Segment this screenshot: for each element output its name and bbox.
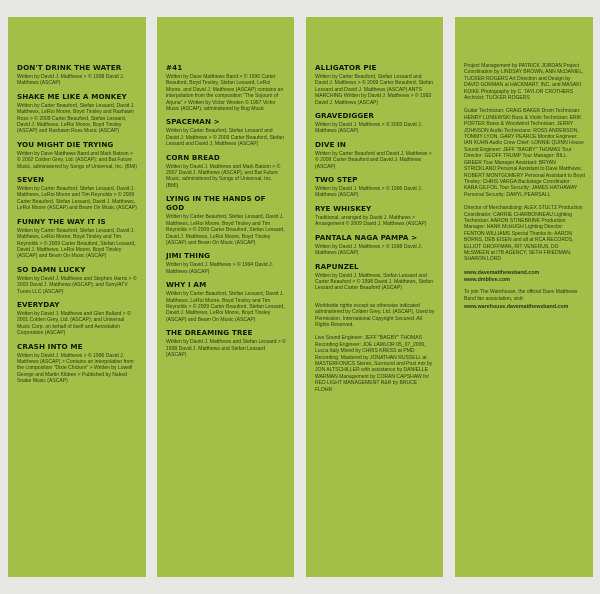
song-title: ALLIGATOR PIE xyxy=(315,63,377,72)
song-entry xyxy=(166,63,286,112)
song-credit: Written by David J. Matthews and Stephen Harris > © 2003 David J. Matthews (ASCAP); and Sony/ATV Tunes LLC (ASCAP) xyxy=(17,275,137,295)
song-entry xyxy=(166,153,286,190)
song-credits xyxy=(166,63,286,358)
song-title: RAPUNZEL xyxy=(315,261,359,271)
song-entry xyxy=(17,63,138,87)
song-title: #41 xyxy=(166,63,183,72)
song-entry xyxy=(315,111,435,135)
rights-notice: Worldwide rights except as otherwise indicated administered by Colden Grey, Ltd. (ASCAP), Used by Permission. International Copyright Secured. All Rights Reserved. xyxy=(315,302,435,328)
song-credit: Written by David J. Matthews and Stefan Lessard > © 1998 David J. Matthews and Stefan Lessard (ASCAP) xyxy=(166,339,286,358)
song-title: PANTALA NAGA PAMPA > xyxy=(315,232,418,242)
song-credit: Written by David J. Matthews and Glen Ballard > © 2001 Colden Grey, Ltd. (ASCAP); and Universal Music Corp. on behalf of itself and Aerostation Corporation (ASCAP) xyxy=(17,310,131,337)
song-credit: Written by Carter Beauford, Stefan Lessard, David J. Matthews, LeRoi Moore, Boyd Tinsley and Tim Reynolds > © 2009 Carter Beauford, Stefan Lessard, David J. Matthews, LeRoi Moore, Boyd Tinsley (ASCAP) and Beam On Music (ASCAP) xyxy=(17,227,136,260)
song-credit: Written by David J. Matthews, Stefan Lessard and Carter Beauford > © 1998 David J. Matthews, Stefan Lessard and Carter Beauford (ASCAP) xyxy=(315,272,434,292)
song-credit: Written by David J. Matthews > © 1998 David J. Matthews (ASCAP) xyxy=(17,74,124,87)
song-entry xyxy=(315,63,435,106)
song-credit: Written by David J. Matthews > © 1996 David J. Matthews (ASCAP) xyxy=(315,186,422,199)
warehouse-link[interactable]: www.warehouse.davematthewsband.com xyxy=(464,304,569,311)
song-entry xyxy=(17,342,138,385)
song-credit: Written by Carter Beauford and David J. Matthews > © 2009 Carter Beauford and David J. Matthews (ASCAP) xyxy=(315,150,432,170)
production-credits: Project Management by PATRICK JORDAN Project Coordination by LINDSAY BROWN, ANN McDANIEL, TUCKER ROGERS Art Direction and Design by DAVID GORMAN at HACKMART, INC. and MASAKI KOIKE Photography by C. TAYLOR CROTHERS Archivist: TUCKER ROGERS xyxy=(464,63,584,102)
song-entry xyxy=(17,217,138,260)
song-title: WHY I AM xyxy=(166,280,207,290)
song-credit: Traditional, arranged by David J. Matthews > Arrangement © 2009 David J. Matthews (ASCAP) xyxy=(315,214,427,228)
song-entry xyxy=(17,175,138,212)
song-credits xyxy=(17,63,138,385)
panel-1 xyxy=(8,17,146,577)
song-credit: Written by David J. Matthews > © 1994 David J. Matthews (ASCAP) xyxy=(166,262,273,275)
song-entry xyxy=(315,204,435,228)
song-credit: Written by David J. Matthews > © 1998 David J. Matthews (ASCAP) xyxy=(315,243,422,257)
song-credit: Written by Dave Matthews Band > © 1996 Carter Beauford, Boyd Tinsley, Stefan Lessard, LeRoi Moore, and David J. Matthews (ASCAP) contains an interpolation from the composition "The Sojourn of Arjuna" > Written by Victor Wooten © 1997 Vicfor Music (ASCAP), administered by Bug Music xyxy=(166,74,284,113)
song-entry xyxy=(315,233,435,257)
song-entry xyxy=(166,251,286,275)
song-credit: Written by David J. Matthews and Mark Batson > © 2007 David J. Matthews (ASCAP); and Bat Future Music, administered by Songs of Universal, Inc. (BMI) xyxy=(166,163,281,189)
song-credit: Written by David J. Matthews > © 2003 David J. Matthews (ASCAP) xyxy=(315,122,422,135)
song-title: LYING IN THE HANDS OF GOD xyxy=(166,194,266,213)
song-entry xyxy=(17,265,138,295)
song-entry xyxy=(315,262,435,292)
panel-2 xyxy=(157,17,294,577)
song-entry xyxy=(166,280,286,323)
song-title: JIMI THING xyxy=(166,251,211,261)
song-entry xyxy=(166,194,286,246)
song-title: TWO STEP xyxy=(315,175,358,185)
song-credit: Written by Carter Beauford, Stefan Lessard and David J. Matthews > © 2009 Carter Beauford, Stefan Lessard and David J. Matthews (ASCAP) xyxy=(166,128,285,148)
engineering-credits: Live Sound Engineer: JEFF "BAGBY" THOMAS Recording Engineer: JOE LAWLOR 05_07_2009, Lucca Italy Mixed by CHRIS KRESS at PMD Recording. Mastered by JONATHAN RUSSELL at MASTERFONICS Stereo, Surround and Post mix by JON ALTSCHILLER with assistance by DANIELLE WARMAN Management by CORAN CAPSHAW for RED LIGHT MANAGEMENT R&R by BRUCE FLOHR xyxy=(315,335,433,393)
song-credit: Written by Carter Beauford, Stefan Lessard and David J. Matthews > © 2009 Carter Beauford, Stefan Lessard and David J. Matthews (ASCAP) ANTS MARCHING Written by David J. Matthews > © 1993 David J. Matthews (ASCAP) xyxy=(315,74,434,106)
song-entry xyxy=(17,300,138,337)
song-title: THE DREAMING TREE xyxy=(166,328,253,338)
song-title: CORN BREAD xyxy=(166,152,220,162)
song-title: YOU MIGHT DIE TRYING xyxy=(17,139,114,149)
song-entry xyxy=(315,175,435,199)
song-entry xyxy=(315,140,435,170)
song-entry xyxy=(166,117,286,147)
song-credit: Written by David J. Matthews > © 1996 David J. Matthews (ASCAP) > Contains an interpolation from the composition "Dixie Chicken" > Written by Lowell George and Martin Kibbee > Published by Naked Snake Music (ASCAP) xyxy=(17,352,134,385)
song-title: SHAKE ME LIKE A MONKEY xyxy=(17,91,127,101)
song-title: CRASH INTO ME xyxy=(17,341,83,351)
song-title: SEVEN xyxy=(17,175,45,185)
warehouse-text: To join The Warehouse, the official Dave Matthews Band fan association, visit: xyxy=(464,289,578,302)
song-credit: Written by Dave Matthews Band and Mark Batson > © 2002 Colden Grey, Ltd. (ASCAP); and Bat Future Music, administered by Songs of Universal, Inc. (BMI) xyxy=(17,150,138,170)
song-entry xyxy=(17,92,138,135)
song-credit: Written by Carter Beauford, Stefan Lessard, David J. Matthews, LeRoi Moore, Boyd Tinsley and Tim Reynolds > © 2009 Carter Beauford, Stefan Lessard, David J. Matthews, LeRoi Moore, Boyd Tinsley (ASCAP) and Beam On Music (ASCAP) xyxy=(166,291,285,323)
panel-3 xyxy=(306,17,443,577)
website-link[interactable]: www.dmblive.com xyxy=(464,276,511,283)
website-link[interactable]: www.davematthewsband.com xyxy=(464,269,540,276)
song-title: RYE WHISKEY xyxy=(315,203,372,213)
song-entry xyxy=(166,328,286,358)
panel-4 xyxy=(455,17,593,577)
song-title: SPACEMAN > xyxy=(166,117,220,127)
song-credit: Written by Carter Beauford, Stefan Lessard, David J. Matthews, LeRoi Moore, Boyd Tinsley and Rashawn Ross > © 2009 Carter Beauford, Stefan Lessard, David J. Matthews, LeRoi Moore, Boyd Tinsley (ASCAP) and Rashawn Ross Music (ASCAP) xyxy=(17,102,135,135)
song-title: DIVE IN xyxy=(315,139,347,149)
song-title: DON'T DRINK THE WATER xyxy=(17,63,122,72)
song-title: GRAVEDIGGER xyxy=(315,111,374,121)
song-title: SO DAMN LUCKY xyxy=(17,264,86,274)
song-title: EVERYDAY xyxy=(17,299,60,309)
merch-and-thanks: Director of Merchandising: ALEX STULTZ Production Coordinator: CARRIE CHARBONNEAU Lighting Technician: AARON STINEBRINK Production Manager: HANK McHUGH Lighting Director: FENTON WILLIAMS Special Thanks to: AARON BORNS, DEB EISEN and all at RCA RECORDS, ELLIOT GROFFMAN, RIT VENERUS, DO McSWEEN at ITB AGENCY, SETH FRIEDMAN, SHARON LORD xyxy=(464,205,583,263)
song-credit: Written by Carter Beauford, Stefan Lessard, David J. Matthews, LeRoi Moore and Tim Reynolds > © 2009 Carter Beauford, Stefan Lessard, David J. Matthews, LeRoi Moore (ASCAP) and Beam On Music (ASCAP) xyxy=(17,186,137,212)
crew-credits: Guitar Technician: CRAIG BAKER Drum Technician: HENRY LUNIEWSKI Bass & Violin Technician: ERIK PORTER Brass & Woodwind Technician: JERRY JOHNSON Audio Technicians: ROSS ANDERSON, TOMMY LYON, GARY PEARCE Monitor Engineer: IAN KUHN Audio Crew Chief: LONNIE QUINN House Sound Engineer: JEFF "BAGBY" THOMAS Tour Director: GEOFF TRUMP Tour Manager: BILL GREER Tour Manager Assistant: BRYAN STRICKLAND Personal Assistant to Dave Matthews: ROBERT MONTGOMERY Personal Assistant to Boyd Tinsley: CHRIS VARGA Backstage Coordinator: KARA GILFOIL Tour Security: JAMES HATHAWAY Personal Security: DARYL PEARSALL xyxy=(464,108,585,198)
song-entry xyxy=(17,140,138,170)
song-credits xyxy=(315,63,435,292)
song-credit: Written by Carter Beauford, Stefan Lessard, David J. Matthews, LeRoi Moore, Boyd Tinsley and Tim Reynolds > © 2009 Carter Beauford, Stefan Lessard, David J. Matthews, LeRoi Moore, Boyd Tinsley (ASCAP) and Beam On Music (ASCAP) xyxy=(166,214,285,246)
song-title: FUNNY THE WAY IT IS xyxy=(17,216,106,226)
